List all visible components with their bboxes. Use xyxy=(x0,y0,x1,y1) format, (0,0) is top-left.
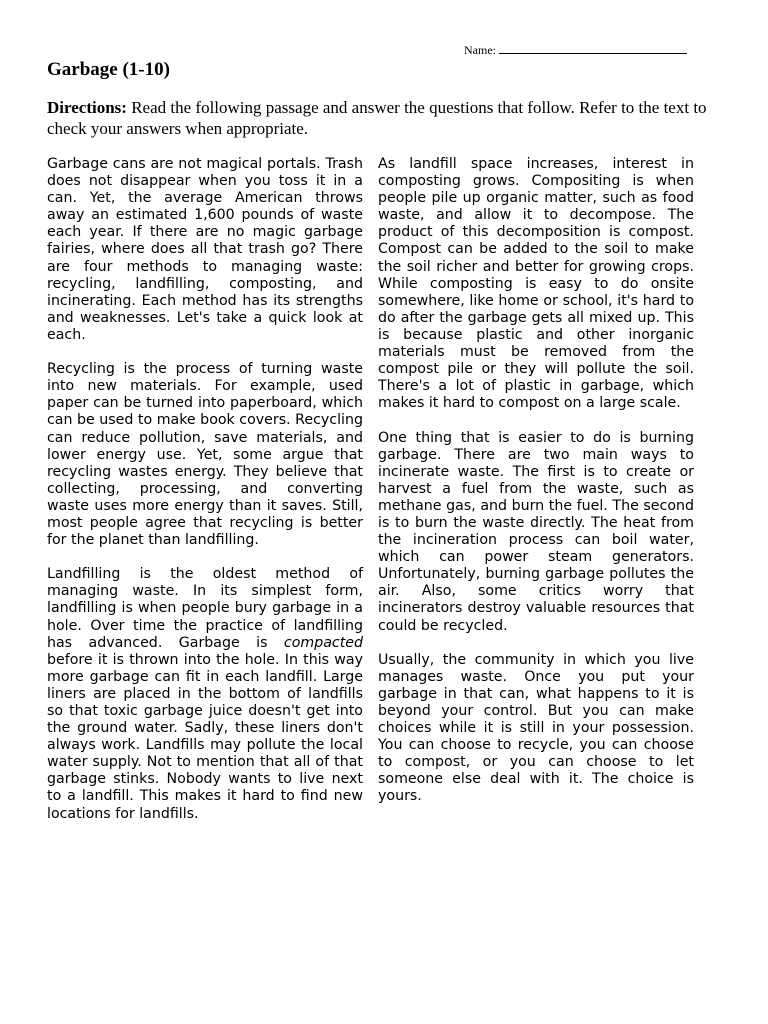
landfilling-text-part2: before it is thrown into the hole. In this way more garbage can fit in each landfill. Large liners are placed in the bottom of landfills so that toxic garbage juice doesn't get into the ground water. Sadly, these liners don't always work. Landfills may pollute the local water supply. Not to mention that all of that garbage stinks. Nobody wants to live next to a landfill. This makes it hard to find new locations for landfills. xyxy=(47,651,363,822)
worksheet-title: Garbage (1-10) xyxy=(47,59,170,80)
paragraph-intro: Garbage cans are not magical portals. Trash does not disappear when you toss it in a can. Yet, the average American throws away an estimated 1,600 pounds of waste each year. If there are no magic garbage fairies, where does all that trash go? There are four methods to managing waste: recycling, landfilling, composting, and incinerating. Each method has its strengths and weaknesses. Let's take a quick look at each. xyxy=(47,156,363,343)
paragraph-conclusion: Usually, the community in which you live manages waste. Once you put your garbage in that can, what happens to it is beyond your control. But you can make choices while it is still in your possession. You can choose to recycle, you can choose to compost, or you can choose to let someone else deal with it. The choice is yours. xyxy=(378,651,694,805)
directions xyxy=(47,97,727,139)
name-field xyxy=(464,42,687,58)
passage-left-column xyxy=(47,156,363,840)
directions-label: Directions: xyxy=(47,98,127,117)
name-label: Name: xyxy=(464,43,496,57)
directions-text: Read the following passage and answer the questions that follow. Refer to the text to check your answers when appropriate. xyxy=(47,98,707,138)
paragraph-landfilling xyxy=(47,566,363,822)
paragraph-incinerating: One thing that is easier to do is burning garbage. There are two main ways to incinerate waste. The first is to create or harvest a fuel from the waste, such as methane gas, and burn the fuel. The second is to burn the waste directly. The heat from the incineration process can boil water, which can power steam generators. Unfortunately, burning garbage pollutes the air. Also, some critics worry that incinerators destroy valuable resources that could be recycled. xyxy=(378,429,694,634)
name-blank-line xyxy=(499,42,687,54)
paragraph-recycling: Recycling is the process of turning waste into new materials. For example, used paper can be turned into paperboard, which can be used to make book covers. Recycling can reduce pollution, save materials, and lower energy use. Yet, some argue that recycling wastes energy. They believe that collecting, processing, and converting waste uses more energy than it saves. Still, most people agree that recycling is better for the planet than landfilling. xyxy=(47,361,363,549)
landfilling-text-part1: Landfilling is the oldest method of managing waste. In its simplest form, landfilling is when people bury garbage in a hole. Over time the practice of landfilling has advanced. Garbage is xyxy=(47,566,363,651)
passage-right-column xyxy=(378,156,694,823)
paragraph-composting: As landfill space increases, interest in composting grows. Compositing is when people pile up organic matter, such as food waste, and allow it to decompose. The product of this decomposition is compost. Compost can be added to the soil to make the soil richer and better for growing crops. While composting is easy to do onsite somewhere, like home or school, it's hard to do after the garbage gets all mixed up. This is because plastic and other inorganic materials must be removed from the compost pile or they will pollute the soil. There's a lot of plastic in garbage, which makes it hard to compost on a large scale. xyxy=(378,156,694,412)
vocab-word-compacted: compacted xyxy=(283,634,363,651)
